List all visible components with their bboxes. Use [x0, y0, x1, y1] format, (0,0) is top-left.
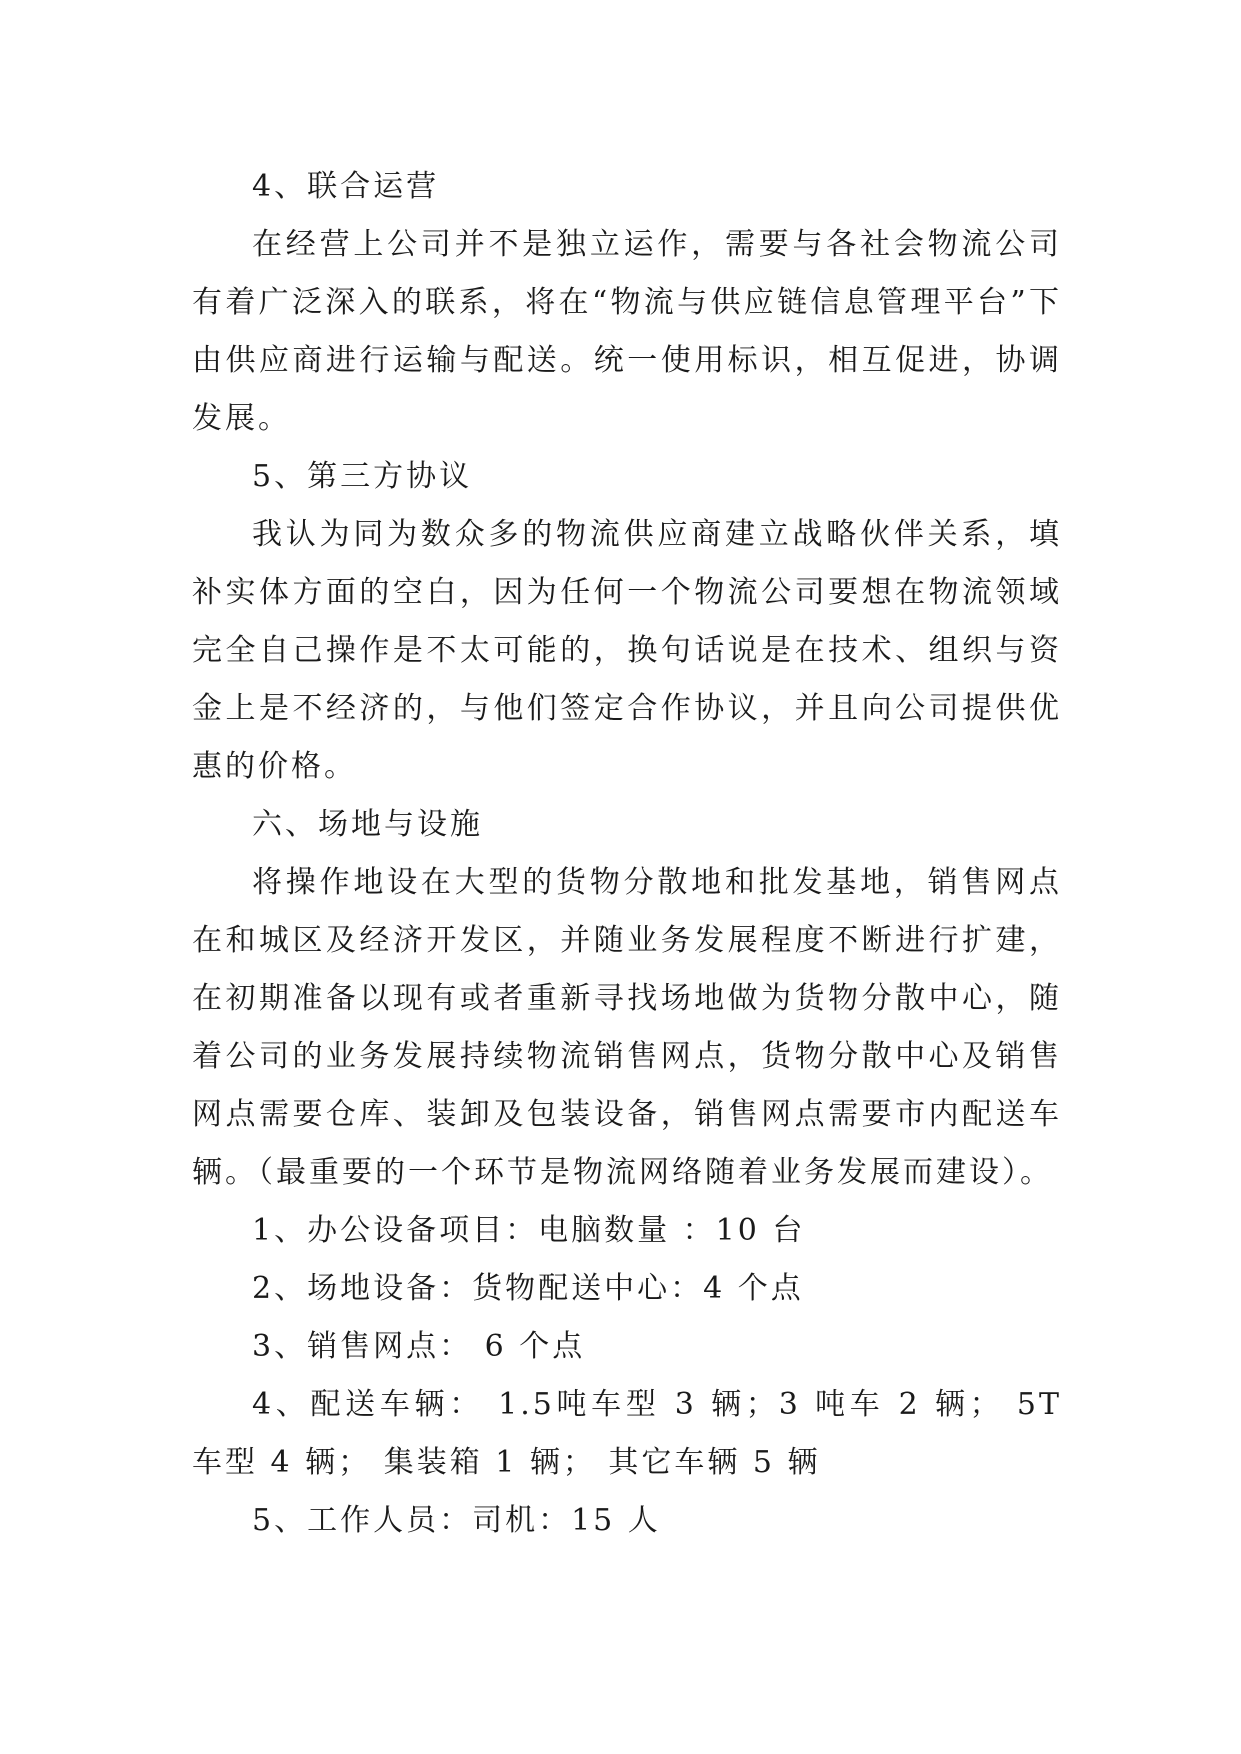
item-office-equipment: 1、办公设备项目：电脑数量 ：10 台 — [252, 1213, 806, 1248]
paragraph-third-party-agreement: 我认为同为数众多的物流供应商建立战略伙伴关系，填补实体方面的空白，因为任何一个物流公司要想在物流领域完全自己操作是不太可能的，换句话说是在技术、组织与资金上是不经济的，与他们签定合作协议，并且向公司提供优惠的价格。 — [192, 517, 1062, 784]
heading-site-and-facilities: 六、场地与设施 — [252, 807, 483, 842]
item-staff: 5、工作人员：司机：15 人 — [252, 1503, 661, 1538]
item-site-equipment: 2、场地设备：货物配送中心：4 个点 — [252, 1271, 804, 1306]
document-body — [192, 158, 1062, 1550]
heading-third-party-agreement: 5、第三方协议 — [252, 459, 473, 494]
paragraph-joint-operation: 在经营上公司并不是独立运作，需要与各社会物流公司有着广泛深入的联系，将在“物流与供应链信息管理平台”下由供应商进行运输与配送。统一使用标识，相互促进，协调发展。 — [192, 227, 1062, 436]
heading-joint-operation: 4、联合运营 — [252, 169, 440, 204]
item-delivery-vehicles: 4、配送车辆： 1.5吨车型 3 辆；3 吨车 2 辆； 5T 车型 4 辆； 集装箱 1 辆； 其它车辆 5 辆 — [192, 1387, 1062, 1480]
item-sales-outlets: 3、销售网点： 6 个点 — [252, 1329, 586, 1364]
paragraph-site-and-facilities: 将操作地设在大型的货物分散地和批发基地，销售网点在和城区及经济开发区，并随业务发展程度不断进行扩建，在初期准备以现有或者重新寻找场地做为货物分散中心，随着公司的业务发展持续物流销售网点，货物分散中心及销售网点需要仓库、装卸及包装设备，销售网点需要市内配送车辆。（最重要的一个环节是物流网络随着业务发展而建设）。 — [192, 865, 1062, 1190]
